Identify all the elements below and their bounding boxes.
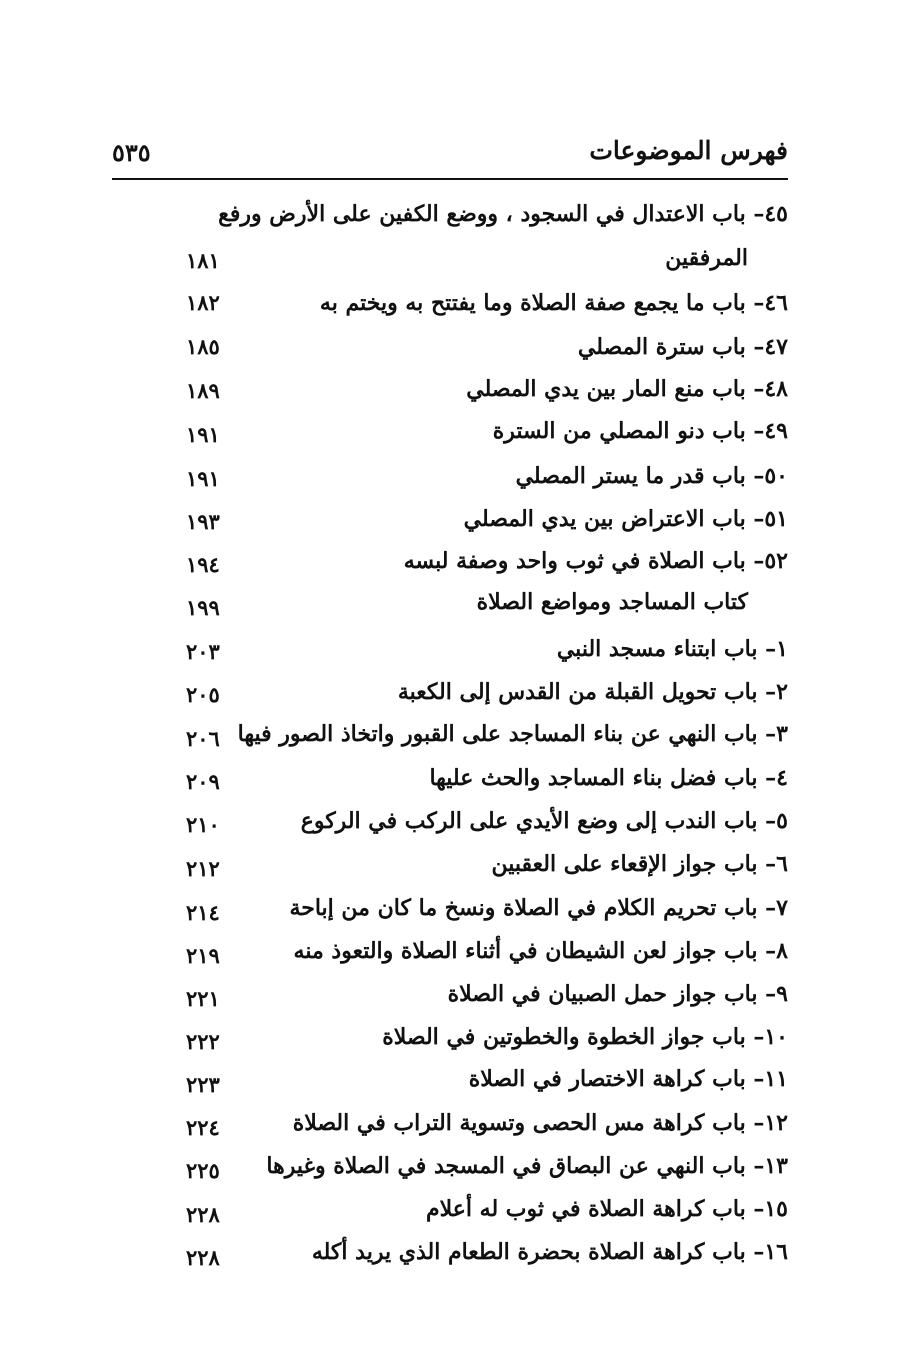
toc-entry-text: ٨– باب جواز لعن الشيطان في أثناء الصلاة والتعوذ منه [293, 938, 788, 964]
toc-entry-page: ١٩١ [186, 422, 220, 447]
toc-entry-text: ٤٧– باب سترة المصلي [577, 334, 788, 360]
toc-entry-text: ٩– باب جواز حمل الصبيان في الصلاة [447, 981, 788, 1007]
toc-entry-page: ٢٢٣ [186, 1072, 220, 1097]
toc-entry-page: ٢٢٢ [186, 1029, 220, 1054]
toc-entry-page: ٢١٠ [186, 812, 220, 837]
toc-entry-text: ٣– باب النهي عن بناء المساجد على القبور واتخاذ الصور فيها [237, 721, 788, 747]
toc-entry-text: ١١– باب كراهة الاختصار في الصلاة [468, 1066, 788, 1092]
toc-entry-text: ٤٨– باب منع المار بين يدي المصلي [466, 376, 788, 402]
toc-entry-text: ٥١– باب الاعتراض بين يدي المصلي [463, 506, 788, 532]
toc-entry-text: ٤٦– باب ما يجمع صفة الصلاة وما يفتتح به ويختم به [319, 290, 788, 316]
toc-entry-page: ٢٢٨ [186, 1202, 220, 1227]
toc-entry-page: ١٩٤ [186, 552, 220, 577]
toc-entry-text: ٧– باب تحريم الكلام في الصلاة ونسخ ما كان من إباحة [289, 895, 788, 921]
toc-entry-page: ٢٢٨ [186, 1245, 220, 1270]
toc-entry-text: ١٥– باب كراهة الصلاة في ثوب له أعلام [426, 1196, 788, 1222]
toc-entry-text: ١٦– باب كراهة الصلاة بحضرة الطعام الذي يريد أكله [311, 1239, 788, 1265]
toc-entry-text: ٥٠– باب قدر ما يستر المصلي [515, 463, 788, 489]
page-number: ٥٣٥ [112, 138, 151, 167]
toc-entry-text-continued: المرفقين [665, 245, 748, 271]
toc-entry-page: ٢٢٥ [186, 1158, 220, 1183]
toc-entry-text: ١– باب ابتناء مسجد النبي [556, 636, 788, 662]
toc-entry-text: ٤– باب فضل بناء المساجد والحث عليها [429, 765, 788, 791]
toc-entry-text: ١٠– باب جواز الخطوة والخطوتين في الصلاة [382, 1024, 788, 1050]
toc-entry-text: ١٣– باب النهي عن البصاق في المسجد في الصلاة وغيرها [266, 1153, 788, 1179]
toc-entry-page: ٢٢١ [186, 986, 220, 1011]
toc-entry-page: ٢١٤ [186, 900, 220, 925]
page-title: فهرس الموضوعات [589, 136, 788, 165]
toc-entry-text: ٥٢– باب الصلاة في ثوب واحد وصفة لبسه [403, 548, 788, 574]
toc-entry-text: ٦– باب جواز الإقعاء على العقبين [491, 851, 788, 877]
toc-entry-page: ٢١٢ [186, 856, 220, 881]
toc-entry-page: ٢٠٦ [186, 726, 220, 751]
toc-entry-page: ٢٢٤ [186, 1115, 220, 1140]
toc-entry-page: ١٩٣ [186, 509, 220, 534]
toc-section-heading: كتاب المساجد ومواضع الصلاة [476, 589, 748, 615]
toc-entry-page: ١٩١ [186, 466, 220, 491]
toc-entry-page: ٢١٩ [186, 943, 220, 968]
toc-entry-page: ١٨٥ [186, 334, 220, 359]
toc-entry-text: ٤٩– باب دنو المصلي من السترة [492, 418, 788, 444]
toc-entry-page: ٢٠٥ [186, 682, 220, 707]
toc-entry-text: ٥– باب الندب إلى وضع الأيدي على الركب في الركوع [300, 808, 788, 834]
toc-entry-page: ٢٠٩ [186, 769, 220, 794]
toc-entry-page: ٢٠٣ [186, 639, 220, 664]
toc-entry-page: ١٩٩ [186, 595, 220, 620]
toc-entry-page: ١٨١ [186, 248, 220, 273]
toc-entry-page: ١٨٢ [186, 290, 220, 315]
toc-entry-text: ٢– باب تحويل القبلة من القدس إلى الكعبة [397, 679, 788, 705]
toc-entry-text: ١٢– باب كراهة مس الحصى وتسوية التراب في الصلاة [292, 1110, 788, 1136]
toc-entry-page: ١٨٩ [186, 378, 220, 403]
toc-entry-text: ٤٥– باب الاعتدال في السجود ، ووضع الكفين على الأرض ورفع [218, 201, 788, 227]
